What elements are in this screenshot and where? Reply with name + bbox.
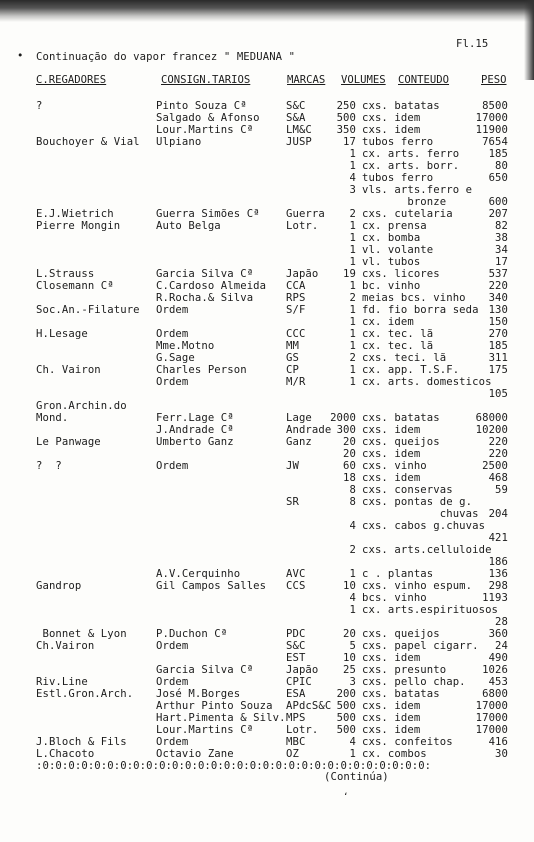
content-cell: cx. idem xyxy=(362,316,414,328)
weight-cell: 650 xyxy=(488,172,508,184)
volumes-cell: 2 xyxy=(349,352,356,364)
content-cell: cxs. idem xyxy=(362,724,421,736)
mark-cell: ESA xyxy=(286,688,306,700)
content-cell: cxs. idem xyxy=(362,712,421,724)
content-cell: cx. arts.espirituosos xyxy=(362,604,499,616)
page-right-edge-scan-shadow xyxy=(524,0,534,80)
content-cell: bronze xyxy=(362,196,447,208)
volumes-cell: 4 xyxy=(349,736,356,748)
weight-cell: 298 xyxy=(488,580,508,592)
content-cell: cx. bomba xyxy=(362,232,421,244)
volumes-cell: 8 xyxy=(349,484,356,496)
mark-cell: S&C xyxy=(286,100,306,112)
weight-cell: 340 xyxy=(488,292,508,304)
consignee-cell: Gil Campos Salles xyxy=(156,580,267,592)
continues-note: (Continúa) xyxy=(324,771,389,783)
consignee-cell: P.Duchon Cª xyxy=(156,628,228,640)
shipper-cell: ? xyxy=(36,100,43,112)
shipper-cell: H.Lesage xyxy=(36,328,88,340)
volumes-cell: 1 xyxy=(349,148,356,160)
consignee-cell: Ordem xyxy=(156,304,189,316)
volumes-cell: 20 xyxy=(343,436,356,448)
content-cell: cxs. idem xyxy=(362,112,421,124)
shipper-cell: Closemann Cª xyxy=(36,280,114,292)
volumes-cell: 1 xyxy=(349,748,356,760)
shipper-cell: Le Panwage xyxy=(36,436,101,448)
header-consignatarios: CONSIGN.TARIOS xyxy=(161,74,251,86)
consignee-cell: Garcia Silva Cª xyxy=(156,664,254,676)
volumes-cell: 3 xyxy=(349,184,356,196)
volumes-cell: 20 xyxy=(343,448,356,460)
header-marcas: MARCAS xyxy=(287,74,326,86)
weight-cell: 416 xyxy=(488,736,508,748)
shipper-cell: L.Strauss xyxy=(36,268,95,280)
consignee-cell: Ordem xyxy=(156,736,189,748)
mark-cell: SR xyxy=(286,496,299,508)
mark-cell: CCA xyxy=(286,280,306,292)
content-cell: cxs. queijos xyxy=(362,628,440,640)
shipper-cell: Bonnet & Lyon xyxy=(36,628,127,640)
consignee-cell: R.Rocha.& Silva xyxy=(156,292,254,304)
volumes-cell: 1 xyxy=(349,256,356,268)
content-cell: vls. arts.ferro e xyxy=(362,184,473,196)
shipper-cell: Mond. xyxy=(36,412,69,424)
content-cell: cx. tec. lã xyxy=(362,340,434,352)
mark-cell: Lotr. xyxy=(286,724,319,736)
content-cell: cxs. idem xyxy=(362,652,421,664)
content-cell: cxs. idem xyxy=(362,124,421,136)
content-cell: cx. prensa xyxy=(362,220,427,232)
weight-cell: 59 xyxy=(495,484,508,496)
content-cell: cxs. idem xyxy=(362,472,421,484)
shipper-cell: Gandrop xyxy=(36,580,82,592)
weight-cell: 136 xyxy=(488,568,508,580)
volumes-cell: 2 xyxy=(349,292,356,304)
volumes-cell: 1 xyxy=(349,280,356,292)
weight-cell: 34 xyxy=(495,244,508,256)
volumes-cell: 500 xyxy=(336,112,356,124)
volumes-cell: 8 xyxy=(349,496,356,508)
mark-cell: CCS xyxy=(286,580,306,592)
shipper-cell: E.J.Wietrich xyxy=(36,208,114,220)
mark-cell: MM xyxy=(286,340,299,352)
mark-cell: JW xyxy=(286,460,299,472)
mark-cell: CP xyxy=(286,364,299,376)
mark-cell: APdcS&C xyxy=(286,700,332,712)
content-cell: cx. tec. lã xyxy=(362,328,434,340)
content-cell: cx. arts. domesticos xyxy=(362,376,492,388)
consignee-cell: Guerra Simões Cª xyxy=(156,208,260,220)
volumes-cell: 1 xyxy=(349,244,356,256)
volumes-cell: 1 xyxy=(349,316,356,328)
weight-cell: 1193 xyxy=(482,592,508,604)
page-number: Fl.15 xyxy=(456,38,489,50)
volumes-cell: 250 xyxy=(336,100,356,112)
volumes-cell: 1 xyxy=(349,232,356,244)
shipper-cell: Riv.Line xyxy=(36,676,88,688)
volumes-cell: 17 xyxy=(343,136,356,148)
mark-cell: EST xyxy=(286,652,306,664)
shipper-cell: J.Bloch & Fils xyxy=(36,736,127,748)
weight-cell: 186 xyxy=(488,556,508,568)
content-cell: meias bcs. vinho xyxy=(362,292,466,304)
content-cell: c . plantas xyxy=(362,568,434,580)
consignee-cell: A.V.Cerquinho xyxy=(156,568,241,580)
weight-cell: 68000 xyxy=(475,412,508,424)
volumes-cell: 300 xyxy=(336,424,356,436)
weight-cell: 105 xyxy=(488,388,508,400)
mark-cell: GS xyxy=(286,352,299,364)
content-cell: cx. combos xyxy=(362,748,427,760)
weight-cell: 11900 xyxy=(475,124,508,136)
document-title: Continuação do vapor francez " MEDUANA " xyxy=(36,51,296,63)
volumes-cell: 3 xyxy=(349,676,356,688)
weight-cell: 175 xyxy=(488,364,508,376)
content-cell: tubos ferro xyxy=(362,172,434,184)
weight-cell: 270 xyxy=(488,328,508,340)
mark-cell: M/R xyxy=(286,376,306,388)
volumes-cell: 4 xyxy=(349,592,356,604)
volumes-cell: 19 xyxy=(343,268,356,280)
content-cell: cxs. vinho espum. xyxy=(362,580,473,592)
weight-cell: 10200 xyxy=(475,424,508,436)
shipper-cell: Bouchoyer & Vial xyxy=(36,136,140,148)
mark-cell: Japão xyxy=(286,268,319,280)
volumes-cell: 2000 xyxy=(330,412,356,424)
content-cell: cxs. batatas xyxy=(362,100,440,112)
volumes-cell: 1 xyxy=(349,376,356,388)
content-cell: cxs. teci. lã xyxy=(362,352,447,364)
volumes-cell: 200 xyxy=(336,688,356,700)
mark-cell: Lage xyxy=(286,412,312,424)
ink-mark: ʻ xyxy=(343,792,349,802)
volumes-cell: 10 xyxy=(343,580,356,592)
consignee-cell: Ordem xyxy=(156,640,189,652)
content-cell: cxs. idem xyxy=(362,448,421,460)
weight-cell: 28 xyxy=(495,616,508,628)
volumes-cell: 500 xyxy=(336,700,356,712)
weight-cell: 24 xyxy=(495,640,508,652)
bullet-mark: • xyxy=(17,50,24,62)
consignee-cell: Mme.Motno xyxy=(156,340,215,352)
page-top-edge-scan-shadow xyxy=(0,0,534,22)
content-cell: cxs. pello chap. xyxy=(362,676,466,688)
volumes-cell: 500 xyxy=(336,724,356,736)
weight-cell: 1026 xyxy=(482,664,508,676)
weight-cell: 537 xyxy=(488,268,508,280)
mark-cell: MPS xyxy=(286,712,306,724)
content-cell: cxs. idem xyxy=(362,700,421,712)
weight-cell: 38 xyxy=(495,232,508,244)
mark-cell: Ganz xyxy=(286,436,312,448)
weight-cell: 220 xyxy=(488,436,508,448)
weight-cell: 360 xyxy=(488,628,508,640)
volumes-cell: 2 xyxy=(349,208,356,220)
content-cell: cxs. idem xyxy=(362,424,421,436)
consignee-cell: Ferr.Lage Cª xyxy=(156,412,234,424)
mark-cell: Guerra xyxy=(286,208,325,220)
weight-cell: 6800 xyxy=(482,688,508,700)
consignee-cell: G.Sage xyxy=(156,352,195,364)
weight-cell: 17000 xyxy=(475,724,508,736)
weight-cell: 8500 xyxy=(482,100,508,112)
volumes-cell: 18 xyxy=(343,472,356,484)
content-cell: cxs. cutelaria xyxy=(362,208,453,220)
content-cell: bcs. vinho xyxy=(362,592,427,604)
volumes-cell: 1 xyxy=(349,160,356,172)
volumes-cell: 1 xyxy=(349,304,356,316)
volumes-cell: 500 xyxy=(336,712,356,724)
separator-line: :0:0:0:0:0:0:0:0:0:0:0:0:0:0:0:0:0:0:0:0:0:0:0:0:0:0:0:0:0:0: xyxy=(36,760,432,772)
content-cell: cxs. arts.celluloide xyxy=(362,544,492,556)
content-cell: bc. vinho xyxy=(362,280,421,292)
mark-cell: JUSP xyxy=(286,136,312,148)
consignee-cell: Octavio Zane xyxy=(156,748,234,760)
mark-cell: OZ xyxy=(286,748,299,760)
weight-cell: 30 xyxy=(495,748,508,760)
mark-cell: PDC xyxy=(286,628,306,640)
content-cell: chuvas xyxy=(362,508,479,520)
mark-cell: Andrade xyxy=(286,424,332,436)
shipper-cell: Soc.An.-Filature xyxy=(36,304,140,316)
header-volumes: VOLUMES xyxy=(341,74,386,86)
consignee-cell: José M.Borges xyxy=(156,688,241,700)
header-carregadores: C.REGADORES xyxy=(36,74,107,86)
content-cell: cxs. queijos xyxy=(362,436,440,448)
content-cell: vl. volante xyxy=(362,244,434,256)
content-cell: cxs. cabos g.chuvas xyxy=(362,520,486,532)
weight-cell: 204 xyxy=(488,508,508,520)
shipper-cell: Estl.Gron.Arch. xyxy=(36,688,134,700)
consignee-cell: Ordem xyxy=(156,328,189,340)
mark-cell: S&C xyxy=(286,640,306,652)
content-cell: cxs. confeitos xyxy=(362,736,453,748)
mark-cell: MBC xyxy=(286,736,306,748)
content-cell: cxs. licores xyxy=(362,268,440,280)
content-cell: cxs. pontas de g. xyxy=(362,496,473,508)
content-cell: cxs. presunto xyxy=(362,664,447,676)
content-cell: cx. arts. borr. xyxy=(362,160,460,172)
consignee-cell: Salgado & Afonso xyxy=(156,112,260,124)
mark-cell: CCC xyxy=(286,328,306,340)
volumes-cell: 4 xyxy=(349,520,356,532)
content-cell: cx. app. T.S.F. xyxy=(362,364,460,376)
content-cell: cxs. conservas xyxy=(362,484,453,496)
weight-cell: 220 xyxy=(488,280,508,292)
consignee-cell: Ordem xyxy=(156,676,189,688)
volumes-cell: 1 xyxy=(349,340,356,352)
consignee-cell: Ulpiano xyxy=(156,136,202,148)
mark-cell: LM&C xyxy=(286,124,312,136)
volumes-cell: 5 xyxy=(349,640,356,652)
content-cell: cxs. vinho xyxy=(362,460,427,472)
consignee-cell: Garcia Silva Cª xyxy=(156,268,254,280)
shipper-cell: Ch.Vairon xyxy=(36,640,95,652)
volumes-cell: 1 xyxy=(349,568,356,580)
mark-cell: Lotr. xyxy=(286,220,319,232)
volumes-cell: 4 xyxy=(349,172,356,184)
weight-cell: 185 xyxy=(488,340,508,352)
weight-cell: 130 xyxy=(488,304,508,316)
volumes-cell: 1 xyxy=(349,364,356,376)
mark-cell: S/F xyxy=(286,304,306,316)
consignee-cell: Pinto Souza Cª xyxy=(156,100,247,112)
consignee-cell: J.Andrade Cª xyxy=(156,424,234,436)
weight-cell: 17000 xyxy=(475,700,508,712)
content-cell: vl. tubos xyxy=(362,256,421,268)
consignee-cell: Ordem xyxy=(156,376,189,388)
consignee-cell: Charles Person xyxy=(156,364,247,376)
shipper-cell: Gron.Archin.do xyxy=(36,400,127,412)
consignee-cell: Lour.Martins Cª xyxy=(156,724,254,736)
weight-cell: 207 xyxy=(488,208,508,220)
content-cell: cx. arts. ferro xyxy=(362,148,460,160)
weight-cell: 17000 xyxy=(475,712,508,724)
mark-cell: AVC xyxy=(286,568,306,580)
content-cell: cxs. batatas xyxy=(362,688,440,700)
content-cell: tubos ferro xyxy=(362,136,434,148)
weight-cell: 82 xyxy=(495,220,508,232)
volumes-cell: 2 xyxy=(349,544,356,556)
weight-cell: 2500 xyxy=(482,460,508,472)
shipper-cell: Ch. Vairon xyxy=(36,364,101,376)
consignee-cell: Hart.Pimenta & Silv. xyxy=(156,712,286,724)
volumes-cell: 1 xyxy=(349,328,356,340)
content-cell: cxs. papel cigarr. xyxy=(362,640,479,652)
mark-cell: RPS xyxy=(286,292,306,304)
weight-cell: 490 xyxy=(488,652,508,664)
volumes-cell: 10 xyxy=(343,652,356,664)
mark-cell: S&A xyxy=(286,112,306,124)
volumes-cell: 1 xyxy=(349,220,356,232)
shipper-cell: L.Chacoto xyxy=(36,748,95,760)
consignee-cell: C.Cardoso Almeida xyxy=(156,280,267,292)
consignee-cell: Umberto Ganz xyxy=(156,436,234,448)
volumes-cell: 25 xyxy=(343,664,356,676)
mark-cell: Japão xyxy=(286,664,319,676)
content-cell: cxs. batatas xyxy=(362,412,440,424)
header-conteudo: CONTEUDO xyxy=(398,74,450,86)
weight-cell: 17 xyxy=(495,256,508,268)
weight-cell: 150 xyxy=(488,316,508,328)
header-peso: PESO xyxy=(481,74,507,86)
weight-cell: 453 xyxy=(488,676,508,688)
weight-cell: 17000 xyxy=(475,112,508,124)
weight-cell: 600 xyxy=(488,196,508,208)
volumes-cell: 20 xyxy=(343,628,356,640)
consignee-cell: Arthur Pinto Souza xyxy=(156,700,273,712)
consignee-cell: Lour.Martins Cª xyxy=(156,124,254,136)
weight-cell: 80 xyxy=(495,160,508,172)
weight-cell: 220 xyxy=(488,448,508,460)
volumes-cell: 1 xyxy=(349,604,356,616)
weight-cell: 185 xyxy=(488,148,508,160)
content-cell: fd. fio borra seda xyxy=(362,304,479,316)
mark-cell: CPIC xyxy=(286,676,312,688)
shipper-cell: ? ? xyxy=(36,460,62,472)
volumes-cell: 350 xyxy=(336,124,356,136)
volumes-cell: 60 xyxy=(343,460,356,472)
shipper-cell: Pierre Mongin xyxy=(36,220,121,232)
consignee-cell: Ordem xyxy=(156,460,189,472)
weight-cell: 468 xyxy=(488,472,508,484)
weight-cell: 7654 xyxy=(482,136,508,148)
weight-cell: 311 xyxy=(488,352,508,364)
consignee-cell: Auto Belga xyxy=(156,220,221,232)
weight-cell: 421 xyxy=(488,532,508,544)
